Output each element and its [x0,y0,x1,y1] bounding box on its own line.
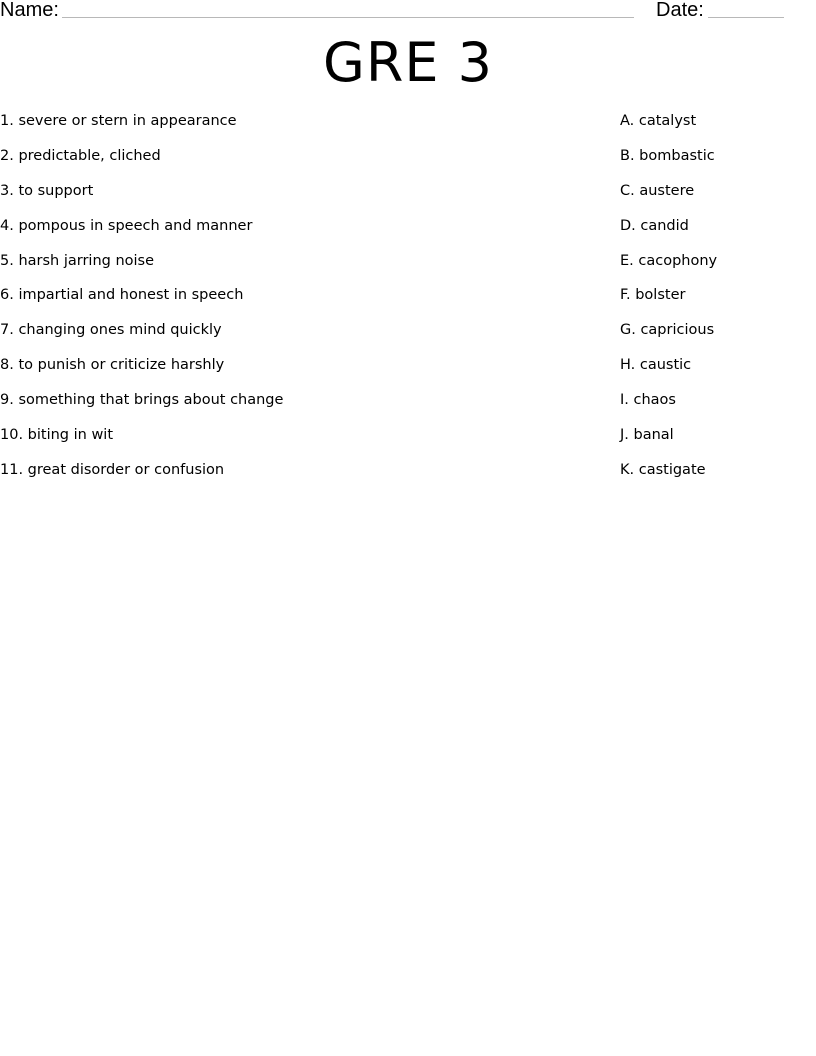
clue-item: 7. changing ones mind quickly [0,322,222,339]
clue-item: 8. to punish or criticize harshly [0,357,225,374]
worksheet-header [0,0,816,24]
clue-list [0,111,560,495]
word-item: E. cacophony [620,252,718,269]
clue-item: 1. severe or stern in appearance [0,113,237,129]
word-bank-list [620,111,810,495]
word-item: D. candid [620,217,689,234]
page-title: GRE 3 [322,31,493,94]
clue-item: 11. great disorder or confusion [0,461,225,478]
word-item: K. castigate [620,461,706,478]
clue-item: 4. pompous in speech and manner [0,217,253,234]
word-item: C. austere [620,182,695,199]
clue-item: 3. to support [0,182,94,199]
word-item: B. bombastic [620,147,715,164]
name-blank-line [62,17,634,18]
clue-item: 10. biting in wit [0,427,114,444]
date-label: Date: [656,0,704,21]
date-blank-line [708,17,784,18]
word-item: G. capricious [620,322,715,339]
word-item: F. bolster [620,287,686,304]
word-item: I. chaos [620,392,676,409]
word-item: H. caustic [620,357,692,374]
clue-item: 2. predictable, cliched [0,147,161,164]
word-item: A. catalyst [620,113,697,129]
clue-item: 5. harsh jarring noise [0,252,155,269]
clue-item: 6. impartial and honest in speech [0,287,244,304]
name-label: Name: [0,0,59,21]
word-item: J. banal [620,427,674,444]
clue-item: 9. something that brings about change [0,392,284,409]
